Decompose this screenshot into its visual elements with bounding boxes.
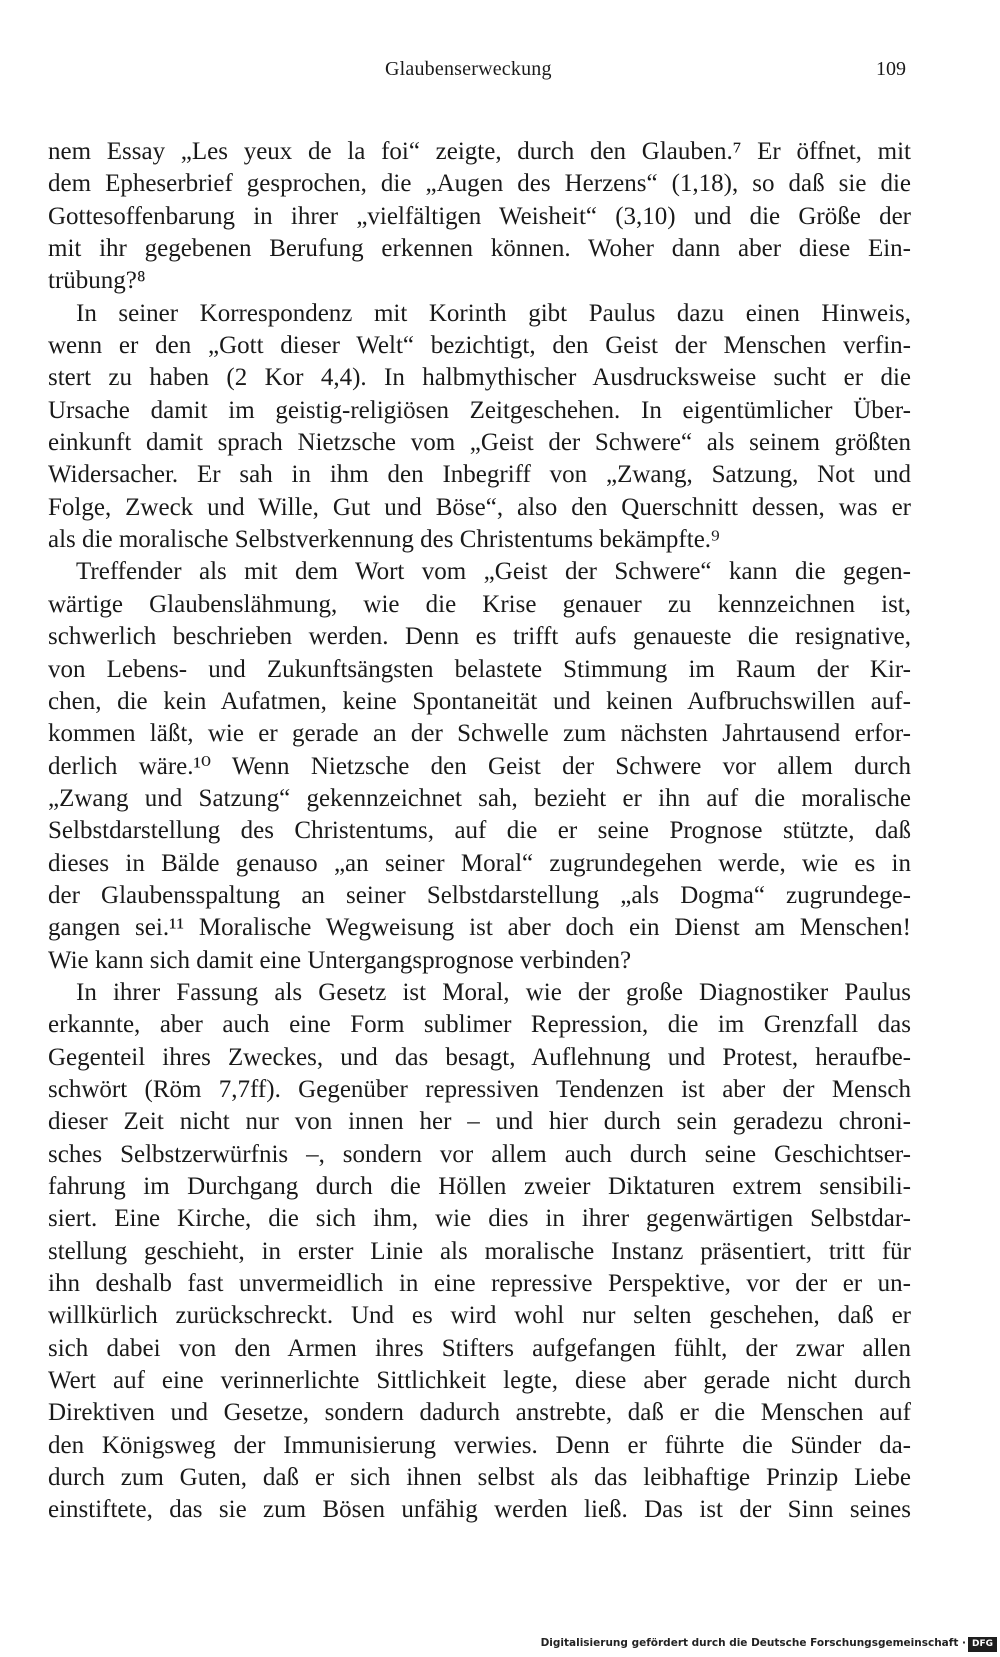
text-line: sches Selbstzerwürfnis –, sondern vor allem auch durch seine Geschichtser-: [48, 1140, 911, 1168]
text-line: Gottesoffenbarung in ihrer „vielfältigen Weisheit“ (3,10) und die Größe der: [48, 202, 911, 230]
page-number: 109: [876, 58, 906, 80]
text-line: Gegenteil ihres Zweckes, und das besagt, Auflehnung und Protest, heraufbe-: [48, 1043, 911, 1071]
text-line: In ihrer Fassung als Gesetz ist Moral, wie der große Diagnostiker Paulus: [76, 978, 911, 1006]
text-line: wenn er den „Gott dieser Welt“ bezichtigt, den Geist der Menschen verfin-: [48, 332, 911, 360]
text-line: wärtige Glaubenslähmung, wie die Krise genauer zu kennzeichnen ist,: [48, 590, 911, 618]
text-line: gangen sei.¹¹ Moralische Wegweisung ist aber doch ein Dienst am Menschen!: [48, 914, 911, 942]
text-line: willkürlich zurückschreckt. Und es wird wohl nur selten geschehen, daß er: [48, 1302, 911, 1330]
text-line: der Glaubensspaltung an seiner Selbstdarstellung „als Dogma“ zugrundege-: [48, 881, 911, 909]
text-line: schwerlich beschrieben werden. Denn es trifft aufs genaueste die resignative,: [48, 623, 911, 651]
text-line: trübung?⁸: [48, 267, 146, 295]
text-line: stellung geschieht, in erster Linie als moralische Instanz präsentiert, tritt für: [48, 1237, 911, 1265]
text-line: dieses in Bälde genauso „an seiner Moral“ zugrundegehen werde, wie es in: [48, 849, 911, 877]
text-line: Wie kann sich damit eine Untergangsprognose verbinden?: [48, 946, 632, 974]
text-line: Widersacher. Er sah in ihm den Inbegriff von „Zwang, Satzung, Not und: [48, 461, 911, 489]
text-line: In seiner Korrespondenz mit Korinth gibt Paulus dazu einen Hinweis,: [76, 299, 911, 327]
text-line: dieser Zeit nicht nur von innen her – und hier durch sein geradezu chroni-: [48, 1108, 911, 1136]
running-title: Glaubenserweckung: [385, 58, 552, 80]
text-line: chen, die kein Aufatmen, keine Spontaneität und keinen Aufbruchswillen auf-: [48, 687, 911, 715]
text-line: erkannte, aber auch eine Form sublimer Repression, die im Grenzfall das: [48, 1011, 911, 1039]
text-line: Wert auf eine verinnerlichte Sittlichkeit legte, diese aber gerade nicht durch: [48, 1367, 911, 1395]
text-line: durch zum Guten, daß er sich ihnen selbst als das leibhaftige Prinzip Liebe: [48, 1464, 911, 1492]
text-line: einkunft damit sprach Nietzsche vom „Geist der Schwere“ als seinem größten: [48, 429, 911, 457]
text-line: siert. Eine Kirche, die sich ihm, wie dies in ihrer gegenwärtigen Selbstdar-: [48, 1205, 911, 1233]
digitization-footer: [0, 1634, 1000, 1657]
dfg-logo: DFG: [968, 1637, 997, 1652]
text-line: stert zu haben (2 Kor 4,4). In halbmythischer Ausdrucksweise sucht er die: [48, 364, 911, 392]
text-line: den Königsweg der Immunisierung verwies. Denn er führte die Sünder da-: [48, 1431, 911, 1459]
text-line: Folge, Zweck und Wille, Gut und Böse“, also den Querschnitt dessen, was er: [48, 493, 911, 521]
text-line: schwört (Röm 7,7ff). Gegenüber repressiven Tendenzen ist aber der Mensch: [48, 1075, 911, 1103]
text-line: als die moralische Selbstverkennung des Christentums bekämpfte.⁹: [48, 526, 720, 554]
funding-credit: Digitalisierung gefördert durch die Deutsche Forschungsgemeinschaft ·: [540, 1637, 966, 1649]
text-line: einstiftete, das sie zum Bösen unfähig werden ließ. Das ist der Sinn seines: [48, 1496, 911, 1524]
text-line: fahrung im Durchgang durch die Höllen zweier Diktaturen extrem sensibili-: [48, 1173, 911, 1200]
text-line: mit ihr gegebenen Berufung erkennen können. Woher dann aber diese Ein-: [48, 235, 911, 263]
text-line: sich dabei von den Armen ihres Stifters aufgefangen fühlt, der zwar allen: [48, 1334, 911, 1362]
text-line: Selbstdarstellung des Christentums, auf die er seine Prognose stützte, daß: [48, 817, 911, 845]
text-line: nem Essay „Les yeux de la foi“ zeigte, durch den Glauben.⁷ Er öffnet, mit: [48, 138, 911, 165]
text-line: Treffender als mit dem Wort vom „Geist der Schwere“ kann die gegen-: [76, 558, 911, 586]
text-line: Direktiven und Gesetze, sondern dadurch anstrebte, daß er die Menschen auf: [48, 1399, 911, 1427]
text-line: „Zwang und Satzung“ gekennzeichnet sah, bezieht er ihn auf die moralische: [48, 784, 911, 812]
text-line: derlich wäre.¹⁰ Wenn Nietzsche den Geist der Schwere vor allem durch: [48, 752, 911, 780]
text-line: Ursache damit im geistig-religiösen Zeitgeschehen. In eigentümlicher Über-: [48, 396, 911, 424]
text-line: von Lebens- und Zukunftsängsten belastete Stimmung im Raum der Kir-: [48, 655, 911, 683]
body-text: [48, 136, 911, 1527]
text-line: dem Epheserbrief gesprochen, die „Augen des Herzens“ (1,18), so daß sie die: [48, 170, 911, 198]
text-line: ihn deshalb fast unvermeidlich in eine repressive Perspektive, vor der er un-: [48, 1270, 911, 1298]
text-line: kommen läßt, wie er gerade an der Schwelle zum nächsten Jahrtausend erfor-: [48, 720, 911, 748]
